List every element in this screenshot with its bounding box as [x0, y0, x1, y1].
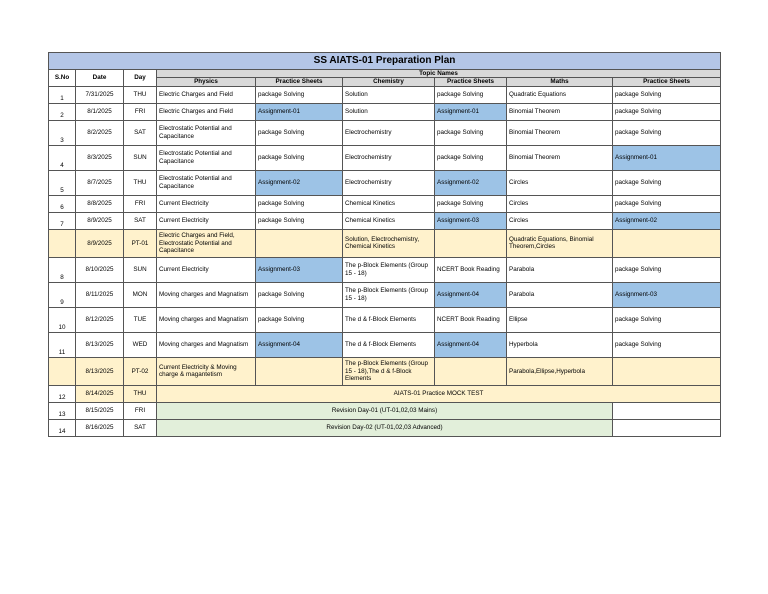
cell-sno: 5	[49, 170, 76, 195]
cell-practice-maths: package Solving	[613, 103, 721, 120]
cell-practice-physics: Assignment-01	[256, 103, 343, 120]
header-practice-sheets-chemistry: Practice Sheets	[435, 78, 507, 86]
cell-physics: Current Electricity	[157, 212, 256, 229]
table-row	[49, 282, 721, 307]
cell-practice-maths: package Solving	[613, 120, 721, 145]
cell-physics: Electrostatic Potential and Capacitance	[157, 170, 256, 195]
cell-maths: Circles	[507, 212, 613, 229]
cell-practice-maths: Assignment-01	[613, 145, 721, 170]
table-row	[49, 257, 721, 282]
cell-sno	[49, 229, 76, 257]
cell-practice-maths: package Solving	[613, 257, 721, 282]
cell-sno: 2	[49, 103, 76, 120]
table-row	[49, 120, 721, 145]
cell-day: SAT	[124, 212, 157, 229]
cell-day: SAT	[124, 120, 157, 145]
cell-chemistry: The p-Block Elements (Group 15 - 18)	[343, 282, 435, 307]
cell-practice-maths: Assignment-02	[613, 212, 721, 229]
cell-maths: Binomial Theorem	[507, 145, 613, 170]
header-physics: Physics	[157, 78, 256, 86]
plan-body	[49, 86, 721, 436]
table-row	[49, 385, 721, 402]
cell-practice-chemistry: package Solving	[435, 120, 507, 145]
cell-chemistry: Electrochemistry	[343, 170, 435, 195]
cell-day: FRI	[124, 195, 157, 212]
cell-maths: Circles	[507, 170, 613, 195]
cell-practice-chemistry: package Solving	[435, 145, 507, 170]
cell-day: FRI	[124, 402, 157, 419]
table-row	[49, 357, 721, 385]
cell-date: 8/7/2025	[76, 170, 124, 195]
cell-physics: Moving charges and Magnatism	[157, 282, 256, 307]
cell-date: 8/15/2025	[76, 402, 124, 419]
cell-physics: Electrostatic Potential and Capacitance	[157, 145, 256, 170]
cell-chemistry: The p-Block Elements (Group 15 - 18)	[343, 257, 435, 282]
cell-chemistry: Chemical Kinetics	[343, 212, 435, 229]
cell-practice-maths: package Solving	[613, 170, 721, 195]
cell-sno: 6	[49, 195, 76, 212]
cell-physics: Moving charges and Magnatism	[157, 307, 256, 332]
cell-physics: Electrostatic Potential and Capacitance	[157, 120, 256, 145]
cell-practice-chemistry: Assignment-02	[435, 170, 507, 195]
cell-date: 8/1/2025	[76, 103, 124, 120]
cell-sno: 8	[49, 257, 76, 282]
cell-physics: Current Electricity	[157, 195, 256, 212]
header-chemistry: Chemistry	[343, 78, 435, 86]
cell-practice-chemistry: NCERT Book Reading	[435, 307, 507, 332]
cell-physics: Moving charges and Magnatism	[157, 332, 256, 357]
cell-practice-chemistry: NCERT Book Reading	[435, 257, 507, 282]
cell-maths: Binomial Theorem	[507, 103, 613, 120]
cell-merged-event: Revision Day-01 (UT-01,02,03 Mains)	[157, 402, 613, 419]
header-day: Day	[124, 70, 157, 87]
table-row	[49, 212, 721, 229]
cell-practice-chemistry: package Solving	[435, 195, 507, 212]
cell-day: FRI	[124, 103, 157, 120]
cell-practice-chemistry	[435, 357, 507, 385]
cell-practice-physics: package Solving	[256, 145, 343, 170]
cell-day: THU	[124, 170, 157, 195]
cell-date: 8/16/2025	[76, 419, 124, 436]
cell-sno: 13	[49, 402, 76, 419]
cell-date: 8/10/2025	[76, 257, 124, 282]
cell-date: 8/2/2025	[76, 120, 124, 145]
cell-sno: 14	[49, 419, 76, 436]
table-row	[49, 195, 721, 212]
cell-date: 8/14/2025	[76, 385, 124, 402]
header-topic-names: Topic Names	[157, 70, 721, 78]
cell-practice-chemistry: package Solving	[435, 86, 507, 103]
cell-practice-maths: package Solving	[613, 86, 721, 103]
cell-chemistry: Chemical Kinetics	[343, 195, 435, 212]
cell-physics: Electric Charges and Field	[157, 86, 256, 103]
cell-sno	[49, 357, 76, 385]
table-row	[49, 170, 721, 195]
cell-chemistry: Solution	[343, 103, 435, 120]
table-row	[49, 402, 721, 419]
cell-sno: 9	[49, 282, 76, 307]
cell-sno: 1	[49, 86, 76, 103]
cell-maths: Parabola	[507, 257, 613, 282]
table-row	[49, 86, 721, 103]
cell-date: 8/13/2025	[76, 332, 124, 357]
cell-physics: Current Electricity & Moving charge & magantetism	[157, 357, 256, 385]
header-practice-sheets-maths: Practice Sheets	[613, 78, 721, 86]
cell-date: 8/13/2025	[76, 357, 124, 385]
cell-maths: Quadratic Equations, Binomial Theorem,Circles	[507, 229, 613, 257]
cell-practice-physics	[256, 357, 343, 385]
cell-practice-chemistry: Assignment-03	[435, 212, 507, 229]
cell-practice-maths: package Solving	[613, 307, 721, 332]
cell-maths: Parabola	[507, 282, 613, 307]
cell-practice-physics: Assignment-04	[256, 332, 343, 357]
cell-practice-chemistry	[435, 229, 507, 257]
cell-practice-chemistry: Assignment-04	[435, 282, 507, 307]
cell-practice-maths: package Solving	[613, 195, 721, 212]
cell-practice-physics: Assignment-02	[256, 170, 343, 195]
cell-physics: Electric Charges and Field, Electrostatic Potential and Capacitance	[157, 229, 256, 257]
cell-merged-event: AIATS-01 Practice MOCK TEST	[157, 385, 721, 402]
cell-date: 8/12/2025	[76, 307, 124, 332]
cell-sno: 3	[49, 120, 76, 145]
cell-practice-physics: Assignment-03	[256, 257, 343, 282]
cell-practice-maths: package Solving	[613, 332, 721, 357]
cell-day: TUE	[124, 307, 157, 332]
table-row	[49, 307, 721, 332]
cell-date: 8/8/2025	[76, 195, 124, 212]
cell-maths: Circles	[507, 195, 613, 212]
cell-practice-physics: package Solving	[256, 212, 343, 229]
cell-chemistry: Solution	[343, 86, 435, 103]
cell-empty	[613, 419, 721, 436]
cell-practice-chemistry: Assignment-01	[435, 103, 507, 120]
header-date: Date	[76, 70, 124, 87]
cell-practice-physics: package Solving	[256, 120, 343, 145]
table-row	[49, 103, 721, 120]
table-row	[49, 145, 721, 170]
cell-date: 8/9/2025	[76, 229, 124, 257]
cell-day: PT-01	[124, 229, 157, 257]
cell-practice-chemistry: Assignment-04	[435, 332, 507, 357]
cell-day: SUN	[124, 257, 157, 282]
cell-date: 7/31/2025	[76, 86, 124, 103]
table-row	[49, 419, 721, 436]
plan-title: SS AIATS-01 Preparation Plan	[49, 53, 721, 70]
header-maths: Maths	[507, 78, 613, 86]
cell-sno: 4	[49, 145, 76, 170]
cell-date: 8/11/2025	[76, 282, 124, 307]
table-row	[49, 229, 721, 257]
cell-physics: Electric Charges and Field	[157, 103, 256, 120]
header-sno: S.No	[49, 70, 76, 87]
cell-maths: Quadratic Equations	[507, 86, 613, 103]
cell-maths: Ellipse	[507, 307, 613, 332]
cell-practice-maths	[613, 229, 721, 257]
header-practice-sheets-physics: Practice Sheets	[256, 78, 343, 86]
cell-day: SAT	[124, 419, 157, 436]
cell-sno: 7	[49, 212, 76, 229]
cell-maths: Hyperbola	[507, 332, 613, 357]
cell-practice-maths	[613, 357, 721, 385]
cell-day: MON	[124, 282, 157, 307]
cell-maths: Parabola,Ellipse,Hyperbola	[507, 357, 613, 385]
cell-practice-maths: Assignment-03	[613, 282, 721, 307]
cell-maths: Binomial Theorem	[507, 120, 613, 145]
preparation-plan-table	[48, 52, 721, 437]
cell-date: 8/3/2025	[76, 145, 124, 170]
cell-date: 8/9/2025	[76, 212, 124, 229]
cell-practice-physics: package Solving	[256, 307, 343, 332]
cell-chemistry: The d & f-Block Elements	[343, 307, 435, 332]
cell-day: SUN	[124, 145, 157, 170]
cell-practice-physics	[256, 229, 343, 257]
cell-practice-physics: package Solving	[256, 195, 343, 212]
cell-chemistry: Solution, Electrochemistry, Chemical Kinetics	[343, 229, 435, 257]
cell-practice-physics: package Solving	[256, 282, 343, 307]
cell-merged-event: Revision Day-02 (UT-01,02,03 Advanced)	[157, 419, 613, 436]
cell-chemistry: The d & f-Block Elements	[343, 332, 435, 357]
cell-empty	[613, 402, 721, 419]
cell-day: PT-02	[124, 357, 157, 385]
cell-day: WED	[124, 332, 157, 357]
cell-sno: 12	[49, 385, 76, 402]
cell-chemistry: Electrochemistry	[343, 120, 435, 145]
cell-chemistry: Electrochemistry	[343, 145, 435, 170]
cell-sno: 11	[49, 332, 76, 357]
cell-day: THU	[124, 385, 157, 402]
table-row	[49, 332, 721, 357]
cell-practice-physics: package Solving	[256, 86, 343, 103]
cell-day: THU	[124, 86, 157, 103]
cell-physics: Current Electricity	[157, 257, 256, 282]
cell-chemistry: The p-Block Elements (Group 15 - 18),The d & f-Block Elements	[343, 357, 435, 385]
cell-sno: 10	[49, 307, 76, 332]
